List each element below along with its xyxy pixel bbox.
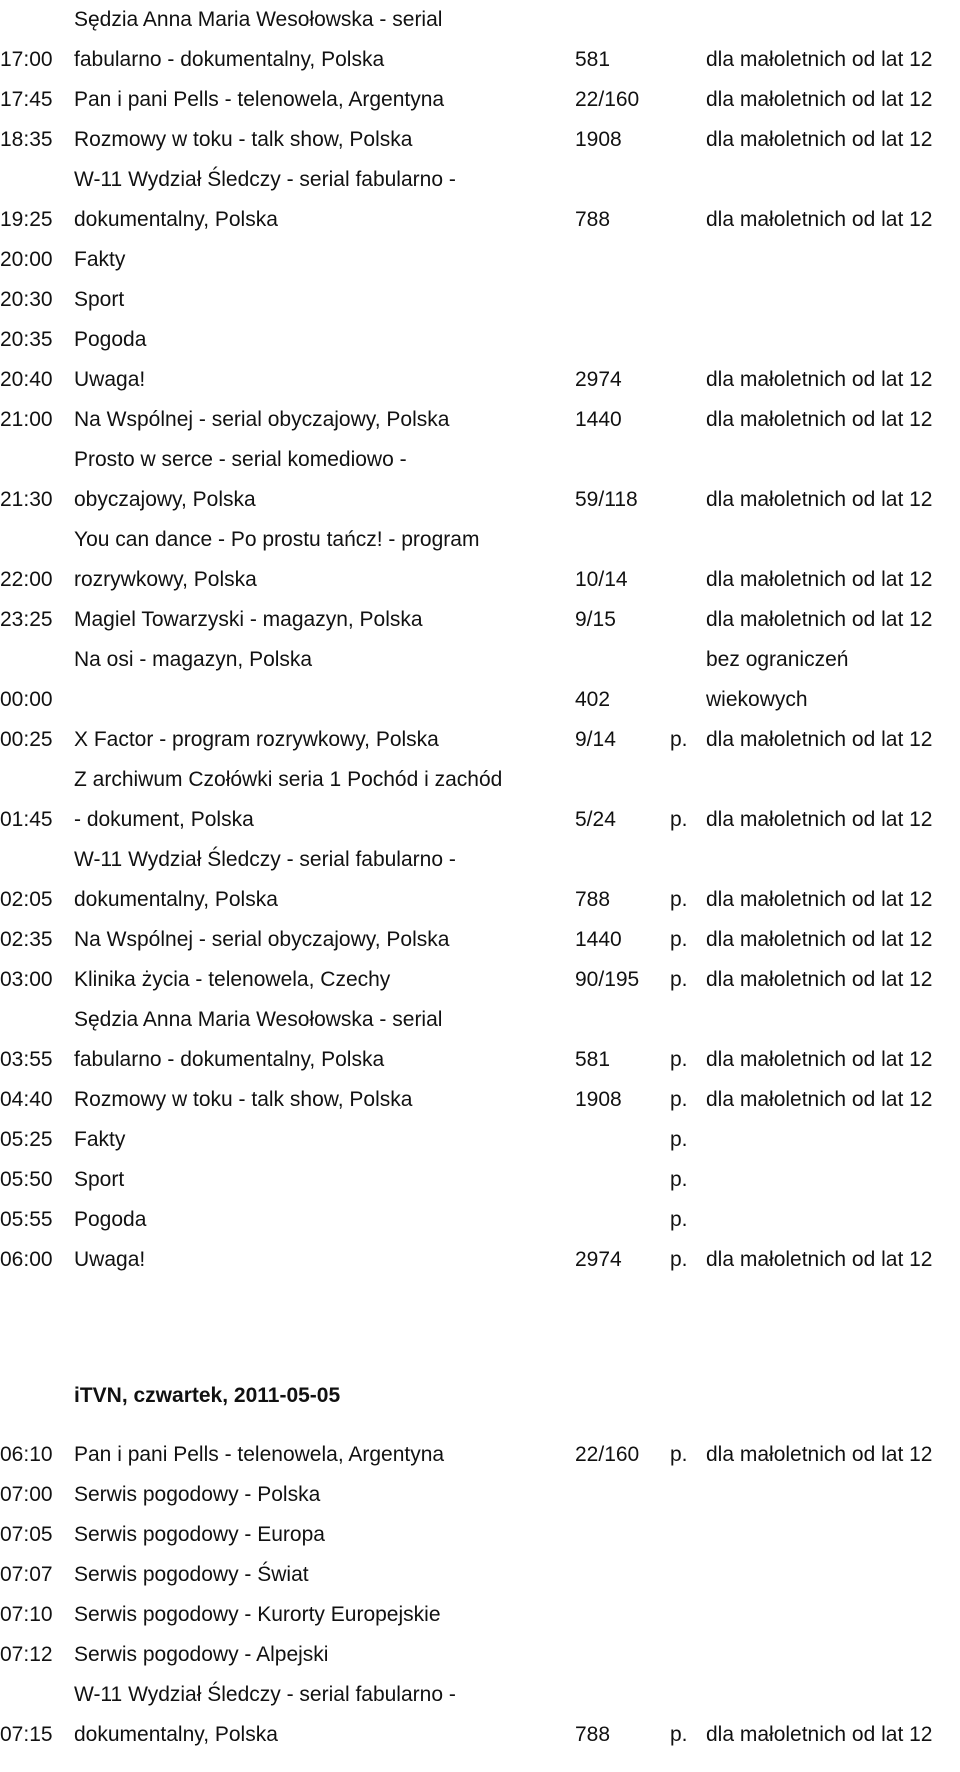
age-rating: dla małoletnich od lat 12	[706, 488, 933, 511]
schedule-row	[0, 1635, 960, 1675]
program-title: Serwis pogodowy - Polska	[74, 1483, 321, 1506]
age-rating: dla małoletnich od lat 12	[706, 928, 933, 951]
episode-number: 5/24	[575, 808, 616, 831]
program-title: You can dance - Po prostu tańcz! - program	[74, 528, 480, 551]
age-rating: dla małoletnich od lat 12	[706, 128, 933, 151]
episode-number: 2974	[575, 368, 622, 391]
program-title: Serwis pogodowy - Kurorty Europejskie	[74, 1603, 441, 1626]
episode-number: 581	[575, 1048, 611, 1071]
schedule-row	[0, 720, 960, 760]
broadcast-time: 20:00	[0, 248, 53, 271]
schedule-row	[0, 160, 960, 240]
age-rating: dla małoletnich od lat 12	[706, 208, 933, 231]
premiere-flag: p.	[670, 728, 688, 751]
premiere-flag: p.	[670, 1128, 688, 1151]
program-title: Pogoda	[74, 1208, 147, 1231]
episode-number: 90/195	[575, 968, 640, 991]
program-title: Pan i pani Pells - telenowela, Argentyna	[74, 1443, 445, 1466]
episode-number: 59/118	[575, 488, 638, 511]
age-rating: dla małoletnich od lat 12	[706, 1723, 933, 1746]
program-title: Sędzia Anna Maria Wesołowska - serial	[74, 8, 443, 31]
age-rating: dla małoletnich od lat 12	[706, 728, 933, 751]
program-title: Prosto w serce - serial komediowo -	[74, 448, 407, 471]
program-title: Sport	[74, 288, 125, 311]
program-title: Na Wspólnej - serial obyczajowy, Polska	[74, 408, 450, 431]
program-title: dokumentalny, Polska	[74, 888, 278, 911]
program-title: Sędzia Anna Maria Wesołowska - serial	[74, 1008, 443, 1031]
program-title: Klinika życia - telenowela, Czechy	[74, 968, 391, 991]
program-title: - dokument, Polska	[74, 808, 254, 831]
episode-number: 1440	[575, 408, 622, 431]
schedule-row	[0, 0, 960, 40]
broadcast-time: 18:35	[0, 128, 53, 151]
premiere-flag: p.	[670, 1723, 688, 1746]
premiere-flag: p.	[670, 1168, 688, 1191]
schedule-row	[0, 240, 960, 280]
program-title: Fakty	[74, 1128, 126, 1151]
age-rating: wiekowych	[706, 688, 808, 711]
program-title: Sport	[74, 1168, 125, 1191]
age-rating: dla małoletnich od lat 12	[706, 608, 933, 631]
age-rating: dla małoletnich od lat 12	[706, 1088, 933, 1111]
schedule-row	[0, 1595, 960, 1635]
program-title: fabularno - dokumentalny, Polska	[74, 48, 385, 71]
broadcast-time: 07:12	[0, 1643, 53, 1666]
age-rating: dla małoletnich od lat 12	[706, 1443, 933, 1466]
schedule-row	[0, 760, 960, 840]
age-rating: dla małoletnich od lat 12	[706, 808, 933, 831]
program-title: Na osi - magazyn, Polska	[74, 648, 313, 671]
program-title: Fakty	[74, 248, 126, 271]
age-rating: dla małoletnich od lat 12	[706, 408, 933, 431]
schedule-row	[0, 1435, 960, 1475]
program-title: Z archiwum Czołówki seria 1 Pochód i zachód	[74, 768, 503, 791]
program-title: Serwis pogodowy - Świat	[74, 1563, 309, 1586]
broadcast-time: 05:55	[0, 1208, 53, 1231]
program-title: obyczajowy, Polska	[74, 488, 256, 511]
broadcast-time: 21:00	[0, 408, 53, 431]
broadcast-time: 17:45	[0, 88, 53, 111]
schedule-row	[0, 80, 960, 120]
schedule-row	[0, 1120, 960, 1160]
episode-number: 581	[575, 48, 611, 71]
schedule-row	[0, 400, 960, 440]
program-title: dokumentalny, Polska	[74, 208, 278, 231]
program-title: dokumentalny, Polska	[74, 1723, 278, 1746]
episode-number: 22/160	[575, 88, 640, 111]
premiere-flag: p.	[670, 808, 688, 831]
broadcast-time: 07:07	[0, 1563, 53, 1586]
premiere-flag: p.	[670, 1248, 688, 1271]
broadcast-time: 23:25	[0, 608, 53, 631]
broadcast-time: 05:50	[0, 1168, 53, 1191]
schedule-row	[0, 120, 960, 160]
broadcast-time: 03:00	[0, 968, 53, 991]
program-title: Rozmowy w toku - talk show, Polska	[74, 1088, 413, 1111]
program-title: W-11 Wydział Śledczy - serial fabularno -	[74, 1683, 456, 1706]
program-title: Serwis pogodowy - Alpejski	[74, 1643, 329, 1666]
program-title: W-11 Wydział Śledczy - serial fabularno -	[74, 848, 456, 871]
age-rating: dla małoletnich od lat 12	[706, 48, 933, 71]
episode-number: 402	[575, 688, 611, 711]
age-rating: bez ograniczeń	[706, 648, 849, 671]
schedule-row	[0, 840, 960, 920]
broadcast-time: 00:25	[0, 728, 53, 751]
broadcast-time: 06:10	[0, 1443, 53, 1466]
episode-number: 9/15	[575, 608, 616, 631]
broadcast-time: 17:00	[0, 48, 53, 71]
episode-number: 2974	[575, 1248, 622, 1271]
schedule-row	[0, 1200, 960, 1240]
episode-number: 788	[575, 888, 611, 911]
schedule-row	[0, 1240, 960, 1280]
episode-number: 22/160	[575, 1443, 640, 1466]
broadcast-time: 20:35	[0, 328, 53, 351]
program-title: Pogoda	[74, 328, 147, 351]
program-title: Rozmowy w toku - talk show, Polska	[74, 128, 413, 151]
broadcast-time: 06:00	[0, 1248, 53, 1271]
program-title: Uwaga!	[74, 368, 146, 391]
program-title: W-11 Wydział Śledczy - serial fabularno -	[74, 168, 456, 191]
broadcast-time: 21:30	[0, 488, 53, 511]
episode-number: 10/14	[575, 568, 628, 591]
episode-number: 1440	[575, 928, 622, 951]
schedule-row	[0, 1080, 960, 1120]
age-rating: dla małoletnich od lat 12	[706, 568, 933, 591]
program-title: X Factor - program rozrywkowy, Polska	[74, 728, 439, 751]
schedule-row	[0, 440, 960, 520]
program-title: rozrywkowy, Polska	[74, 568, 257, 591]
schedule-row	[0, 1160, 960, 1200]
episode-number: 1908	[575, 128, 622, 151]
schedule-row	[0, 920, 960, 960]
schedule-row	[0, 360, 960, 400]
episode-number: 788	[575, 1723, 611, 1746]
program-title: Magiel Towarzyski - magazyn, Polska	[74, 608, 423, 631]
premiere-flag: p.	[670, 928, 688, 951]
broadcast-time: 20:40	[0, 368, 53, 391]
schedule-row	[0, 1515, 960, 1555]
program-title: fabularno - dokumentalny, Polska	[74, 1048, 385, 1071]
schedule-row	[0, 520, 960, 600]
premiere-flag: p.	[670, 1048, 688, 1071]
schedule-row	[0, 320, 960, 360]
schedule-row	[0, 1000, 960, 1080]
schedule-row	[0, 640, 960, 720]
broadcast-time: 02:35	[0, 928, 53, 951]
premiere-flag: p.	[670, 1208, 688, 1231]
broadcast-time: 00:00	[0, 688, 53, 711]
episode-number: 9/14	[575, 728, 616, 751]
premiere-flag: p.	[670, 968, 688, 991]
age-rating: dla małoletnich od lat 12	[706, 1048, 933, 1071]
age-rating: dla małoletnich od lat 12	[706, 1248, 933, 1271]
premiere-flag: p.	[670, 888, 688, 911]
schedule-row	[0, 40, 960, 80]
episode-number: 1908	[575, 1088, 622, 1111]
broadcast-time: 07:05	[0, 1523, 53, 1546]
broadcast-time: 22:00	[0, 568, 53, 591]
episode-number: 788	[575, 208, 611, 231]
broadcast-time: 20:30	[0, 288, 53, 311]
premiere-flag: p.	[670, 1088, 688, 1111]
broadcast-time: 07:15	[0, 1723, 53, 1746]
schedule-row	[0, 600, 960, 640]
broadcast-time: 19:25	[0, 208, 53, 231]
age-rating: dla małoletnich od lat 12	[706, 368, 933, 391]
program-title: Pan i pani Pells - telenowela, Argentyna	[74, 88, 445, 111]
schedule-row	[0, 1675, 960, 1755]
age-rating: dla małoletnich od lat 12	[706, 888, 933, 911]
broadcast-time: 05:25	[0, 1128, 53, 1151]
schedule-row	[0, 1555, 960, 1595]
broadcast-time: 02:05	[0, 888, 53, 911]
broadcast-time: 03:55	[0, 1048, 53, 1071]
broadcast-time: 01:45	[0, 808, 53, 831]
schedule-row	[0, 960, 960, 1000]
premiere-flag: p.	[670, 1443, 688, 1466]
broadcast-time: 04:40	[0, 1088, 53, 1111]
age-rating: dla małoletnich od lat 12	[706, 968, 933, 991]
program-title: Uwaga!	[74, 1248, 146, 1271]
age-rating: dla małoletnich od lat 12	[706, 88, 933, 111]
schedule-row	[0, 1475, 960, 1515]
broadcast-time: 07:10	[0, 1603, 53, 1626]
program-title: Na Wspólnej - serial obyczajowy, Polska	[74, 928, 450, 951]
program-title: Serwis pogodowy - Europa	[74, 1523, 325, 1546]
channel-date-heading: iTVN, czwartek, 2011-05-05	[74, 1384, 341, 1407]
schedule-row	[0, 280, 960, 320]
broadcast-time: 07:00	[0, 1483, 53, 1506]
